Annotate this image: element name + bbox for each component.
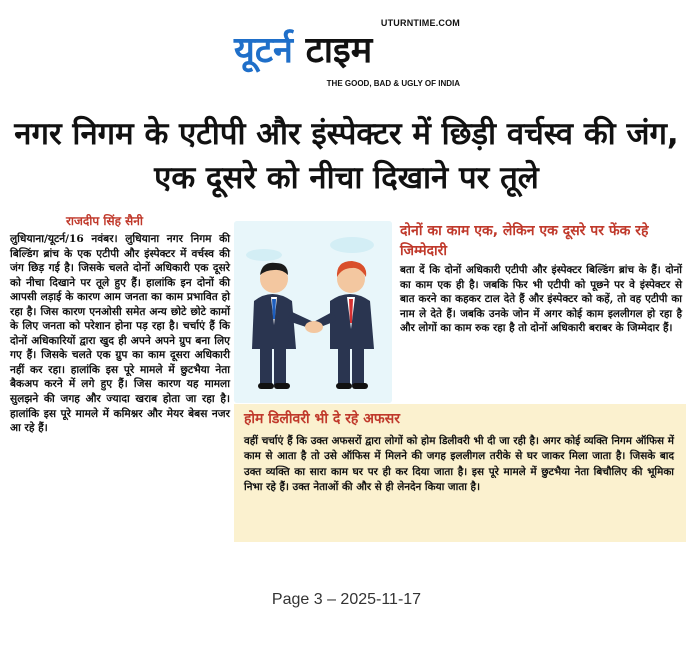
sidebar-responsibility-heading: दोनों का काम एक, लेकिन एक दूसरे पर फेंक रहे जिम्मेदारी [400, 223, 649, 259]
masthead [234, 18, 464, 94]
logo-part-time: टाइम [305, 30, 373, 71]
handshake-illustration [234, 221, 392, 403]
sidebar-home-delivery-heading: होम डिलीवरी भी दे रहे अफसर [244, 411, 400, 427]
sidebar-responsibility-body: बता दें कि दोनों अधिकारी एटीपी और इंस्पेक्टर बिल्डिंग ब्रांच के हैं। दोनों का काम एक ही है। जबकि फिर भी एटीपी को पूछने पर वे इंस्पेक्टर से बात करने का कहकर टाल देते हैं और इंस्पेक्टर को कहें, तो वह एटीपी का नाम ले देते हैं। जबकि उनके जोन में अगर कोई काम इललीगल हो रहा है और लोगों का काम रुक रहा है तो दोनों अधिकारी बराबर के जिम्मेदार हैं। [400, 264, 682, 335]
logo-part-yuturn: यूटर्न [234, 30, 294, 71]
site-url: UTURNTIME.COM [380, 18, 460, 28]
newspaper-logo [234, 28, 372, 74]
sidebar-home-delivery [234, 404, 686, 542]
byline: राजदीप सिंह सैनी [66, 214, 144, 228]
two-businessmen-shaking-hands-icon [234, 221, 392, 403]
page-footer-label: Page 3 – 2025-11-17 [271, 591, 422, 608]
tagline: THE GOOD, BAD & UGLY OF INDIA [326, 79, 460, 88]
sidebar-responsibility [396, 219, 686, 399]
article-headline: नगर निगम के एटीपी और इंस्पेक्टर में छिड़ी वर्चस्व की जंग, एक दूसरे को नीचा दिखाने पर तूले [14, 116, 679, 196]
sidebar-home-delivery-body: वहीं चर्चाएं हैं कि उक्त अफसरों द्वारा लोगों को होम डिलीवरी भी दी जा रही है। अगर कोई व्यक्ति निगम ऑफिस में काम से आता है तो उसे ऑफिस में मिलने की जगह इललीगल तरीके से घर जाकर मिला जाता है। जिसके बाद उक्त व्यक्ति का सारा काम घर पर ही कर दिया जाता है। इस पूरे मामले में छुटभैया नेता बिचौलिए की भूमिका निभा रहे हैं। उक्त नेताओं की और से ही लेनदेन किया जाता है। [244, 435, 674, 493]
article-body-left: लुधियाना/यूटर्न/16 नवंबर। लुधियाना नगर निगम की बिल्डिंग ब्रांच के एक एटीपी और इंस्पेक्टर में वर्चस्व की जंग छिड़ गई है। जिसके चलते दोनों अधिकारी एक दूसरे को नीचा दिखाने पर तूले हुए हैं। हालांकि इन दोनों की आपसी लड़ाई के कारण आम जनता का काम प्रभावित हो रहा है। जिस कारण एनओसी समेत अन्य छोटे छोटे कामों के लिए जनता को परेशान होना पड़ रहा है। चर्चाएं हैं कि दोनों अधिकारियों द्वारा खुद ही अपने अपने ग्रुप बना लिए गए हैं। जिसके चलते एक ग्रुप का काम दूसरा अधिकारी नहीं कर रहा। हालांकि इस पूरे मामले में छुटभैया नेता बैकअप करने में लगे हुए हैं। जिस कारण यह मामला सुलझने की जगह और ज्यादा खराब होता जा रहा है। हालांकि इस पूरे मामले में कमिश्नर और मेयर बेबस नजर आ रहे हैं। [10, 233, 230, 435]
